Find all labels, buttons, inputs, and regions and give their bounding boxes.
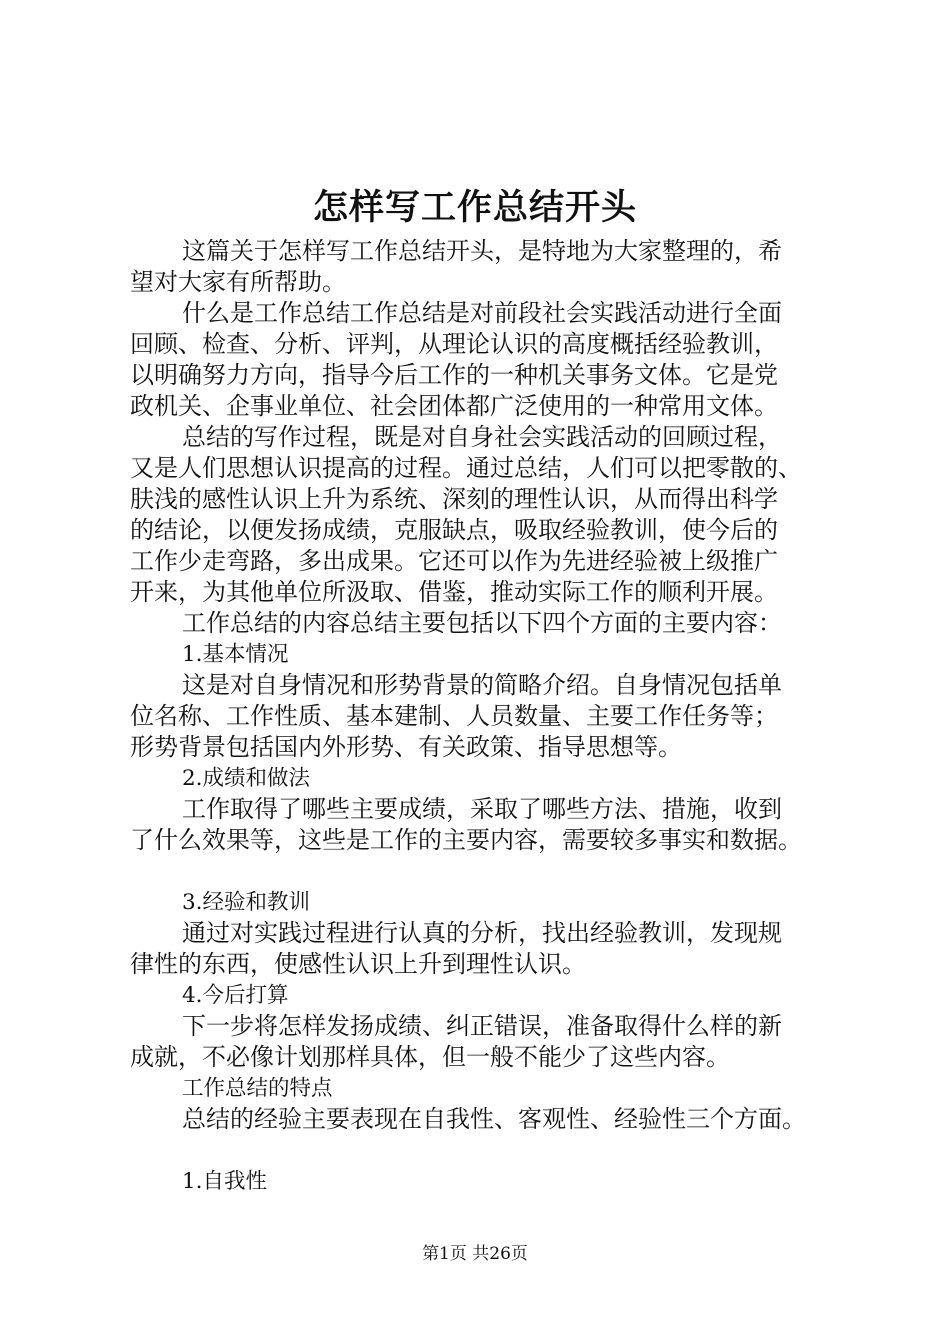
paragraph-line: 什么是工作总结工作总结是对前段社会实践活动进行全面 <box>182 299 782 327</box>
section-heading: 工作总结的特点 <box>182 1076 333 1101</box>
paragraph-line: 开来，为其他单位所汲取、借鉴，推动实际工作的顺利开展。 <box>130 578 778 606</box>
paragraph-line: 又是人们思想认识提高的过程。通过总结，人们可以把零散的、 <box>130 454 802 482</box>
paragraph-line: 形势背景包括国内外形势、有关政策、指导思想等。 <box>130 733 682 761</box>
paragraph-line: 望对大家有所帮助。 <box>130 268 346 296</box>
paragraph-line: 位名称、工作性质、基本建制、人员数量、主要工作任务等； <box>130 702 778 730</box>
section-heading: 1.自我性 <box>182 1169 268 1194</box>
paragraph-line: 的结论，以便发扬成绩，克服缺点，吸取经验教训，使今后的 <box>130 516 778 544</box>
paragraph-line: 下一步将怎样发扬成绩、纠正错误，准备取得什么样的新 <box>182 1012 782 1040</box>
paragraph-line: 这是对自身情况和形势背景的简略介绍。自身情况包括单 <box>182 671 782 699</box>
paragraph-line: 工作取得了哪些主要成绩，采取了哪些方法、措施，收到 <box>182 795 782 823</box>
paragraph-line: 总结的写作过程，既是对自身社会实践活动的回顾过程， <box>182 423 782 451</box>
blank-line <box>130 1135 840 1166</box>
paragraph-line: 肤浅的感性认识上升为系统、深刻的理性认识，从而得出科学 <box>130 485 778 513</box>
section-heading: 1.基本情况 <box>182 642 289 667</box>
section-heading: 3.经验和教训 <box>182 890 311 915</box>
paragraph-line: 政机关、企事业单位、社会团体都广泛使用的一种常用文体。 <box>130 392 778 420</box>
document-title: 怎样写工作总结开头 <box>312 187 637 228</box>
section-heading: 4.今后打算 <box>182 983 289 1008</box>
paragraph-line: 这篇关于怎样写工作总结开头，是特地为大家整理的，希 <box>182 237 782 265</box>
paragraph-line: 工作少走弯路，多出成果。它还可以作为先进经验被上级推广 <box>130 547 778 575</box>
section-heading: 2.成绩和做法 <box>182 766 311 791</box>
paragraph-line: 成就，不必像计划那样具体，但一般不能少了这些内容。 <box>130 1043 730 1071</box>
page-footer: 第1页 共26页 <box>422 1244 528 1264</box>
blank-line <box>130 856 840 887</box>
paragraph-line: 通过对实践过程进行认真的分析，找出经验教训，发现规 <box>182 919 782 947</box>
paragraph-line: 律性的东西，使感性认识上升到理性认识。 <box>130 950 586 978</box>
paragraph-line: 以明确努力方向，指导今后工作的一种机关事务文体。它是党 <box>130 361 778 389</box>
document-body <box>130 236 840 1197</box>
paragraph-line: 工作总结的内容总结主要包括以下四个方面的主要内容： <box>182 609 782 637</box>
paragraph-line: 了什么效果等，这些是工作的主要内容，需要较多事实和数据。 <box>130 826 802 854</box>
paragraph-line: 回顾、检查、分析、评判，从理论认识的高度概括经验教训， <box>130 330 778 358</box>
paragraph-line: 总结的经验主要表现在自我性、客观性、经验性三个方面。 <box>182 1105 806 1133</box>
